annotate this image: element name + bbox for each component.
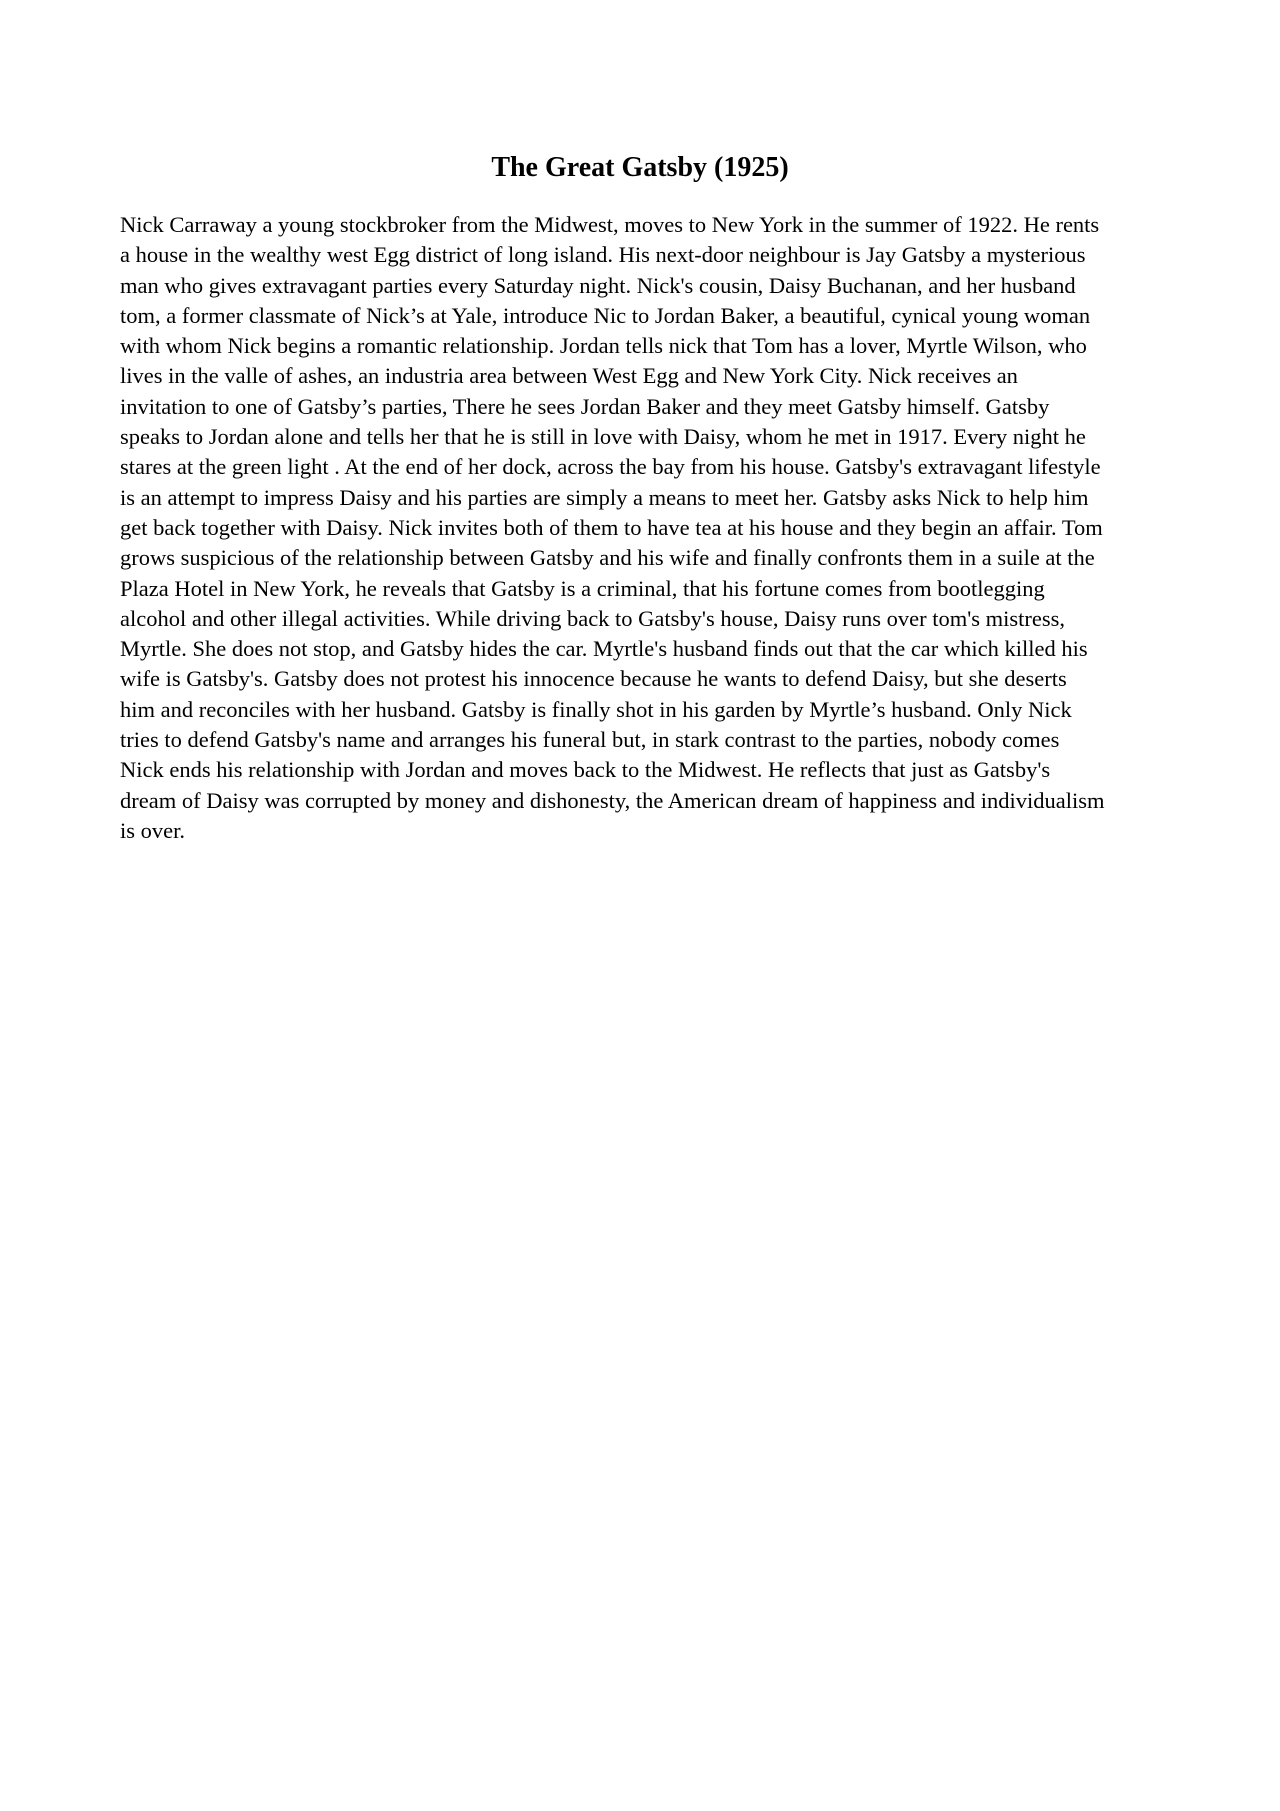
body-line: stares at the green light . At the end of her dock, across the bay from his house. Gatsby's extravagant lifestyle	[120, 454, 1101, 480]
body-line: Nick ends his relationship with Jordan and moves back to the Midwest. He reflects that just as Gatsby's	[120, 757, 1051, 783]
body-line: get back together with Daisy. Nick invites both of them to have tea at his house and they begin an affair. Tom	[120, 514, 1103, 540]
body-line: dream of Daisy was corrupted by money and dishonesty, the American dream of happiness and individualism	[120, 787, 1105, 813]
body-line: grows suspicious of the relationship between Gatsby and his wife and finally confronts them in a suile at the	[120, 545, 1095, 571]
body-line: tom, a former classmate of Nick’s at Yale, introduce Nic to Jordan Baker, a beautiful, cynical young woman	[120, 302, 1091, 328]
body-line: man who gives extravagant parties every Saturday night. Nick's cousin, Daisy Buchanan, and her husband	[120, 272, 1076, 298]
body-line: Myrtle. She does not stop, and Gatsby hides the car. Myrtle's husband finds out that the car which killed his	[120, 636, 1088, 662]
body-line: tries to defend Gatsby's name and arranges his funeral but, in stark contrast to the parties, nobody comes	[120, 727, 1060, 753]
body-line: a house in the wealthy west Egg district of long island. His next-door neighbour is Jay Gatsby a mysterious	[120, 242, 1086, 268]
document-body	[120, 210, 1165, 846]
body-line: Plaza Hotel in New York, he reveals that Gatsby is a criminal, that his fortune comes from bootlegging	[120, 575, 1045, 601]
body-line: him and reconciles with her husband. Gatsby is finally shot in his garden by Myrtle’s husband. Only Nick	[120, 696, 1072, 722]
body-line: alcohol and other illegal activities. While driving back to Gatsby's house, Daisy runs over tom's mistress,	[120, 605, 1066, 631]
document-title: The Great Gatsby (1925)	[491, 152, 789, 183]
body-line: invitation to one of Gatsby’s parties, There he sees Jordan Baker and they meet Gatsby himself. Gatsby	[120, 393, 1050, 419]
body-line: Nick Carraway a young stockbroker from the Midwest, moves to New York in the summer of 1922. He rents	[120, 212, 1100, 237]
body-line: with whom Nick begins a romantic relationship. Jordan tells nick that Tom has a lover, Myrtle Wilson, who	[120, 333, 1087, 359]
body-line: lives in the valle of ashes, an industria area between West Egg and New York City. Nick receives an	[120, 363, 1018, 389]
body-line: wife is Gatsby's. Gatsby does not protest his innocence because he wants to defend Daisy, but she deserts	[120, 666, 1067, 692]
body-line: speaks to Jordan alone and tells her that he is still in love with Daisy, whom he met in 1917. Every night he	[120, 424, 1086, 450]
body-line: is over.	[120, 817, 185, 843]
body-line: is an attempt to impress Daisy and his parties are simply a means to meet her. Gatsby asks Nick to help him	[120, 484, 1089, 510]
